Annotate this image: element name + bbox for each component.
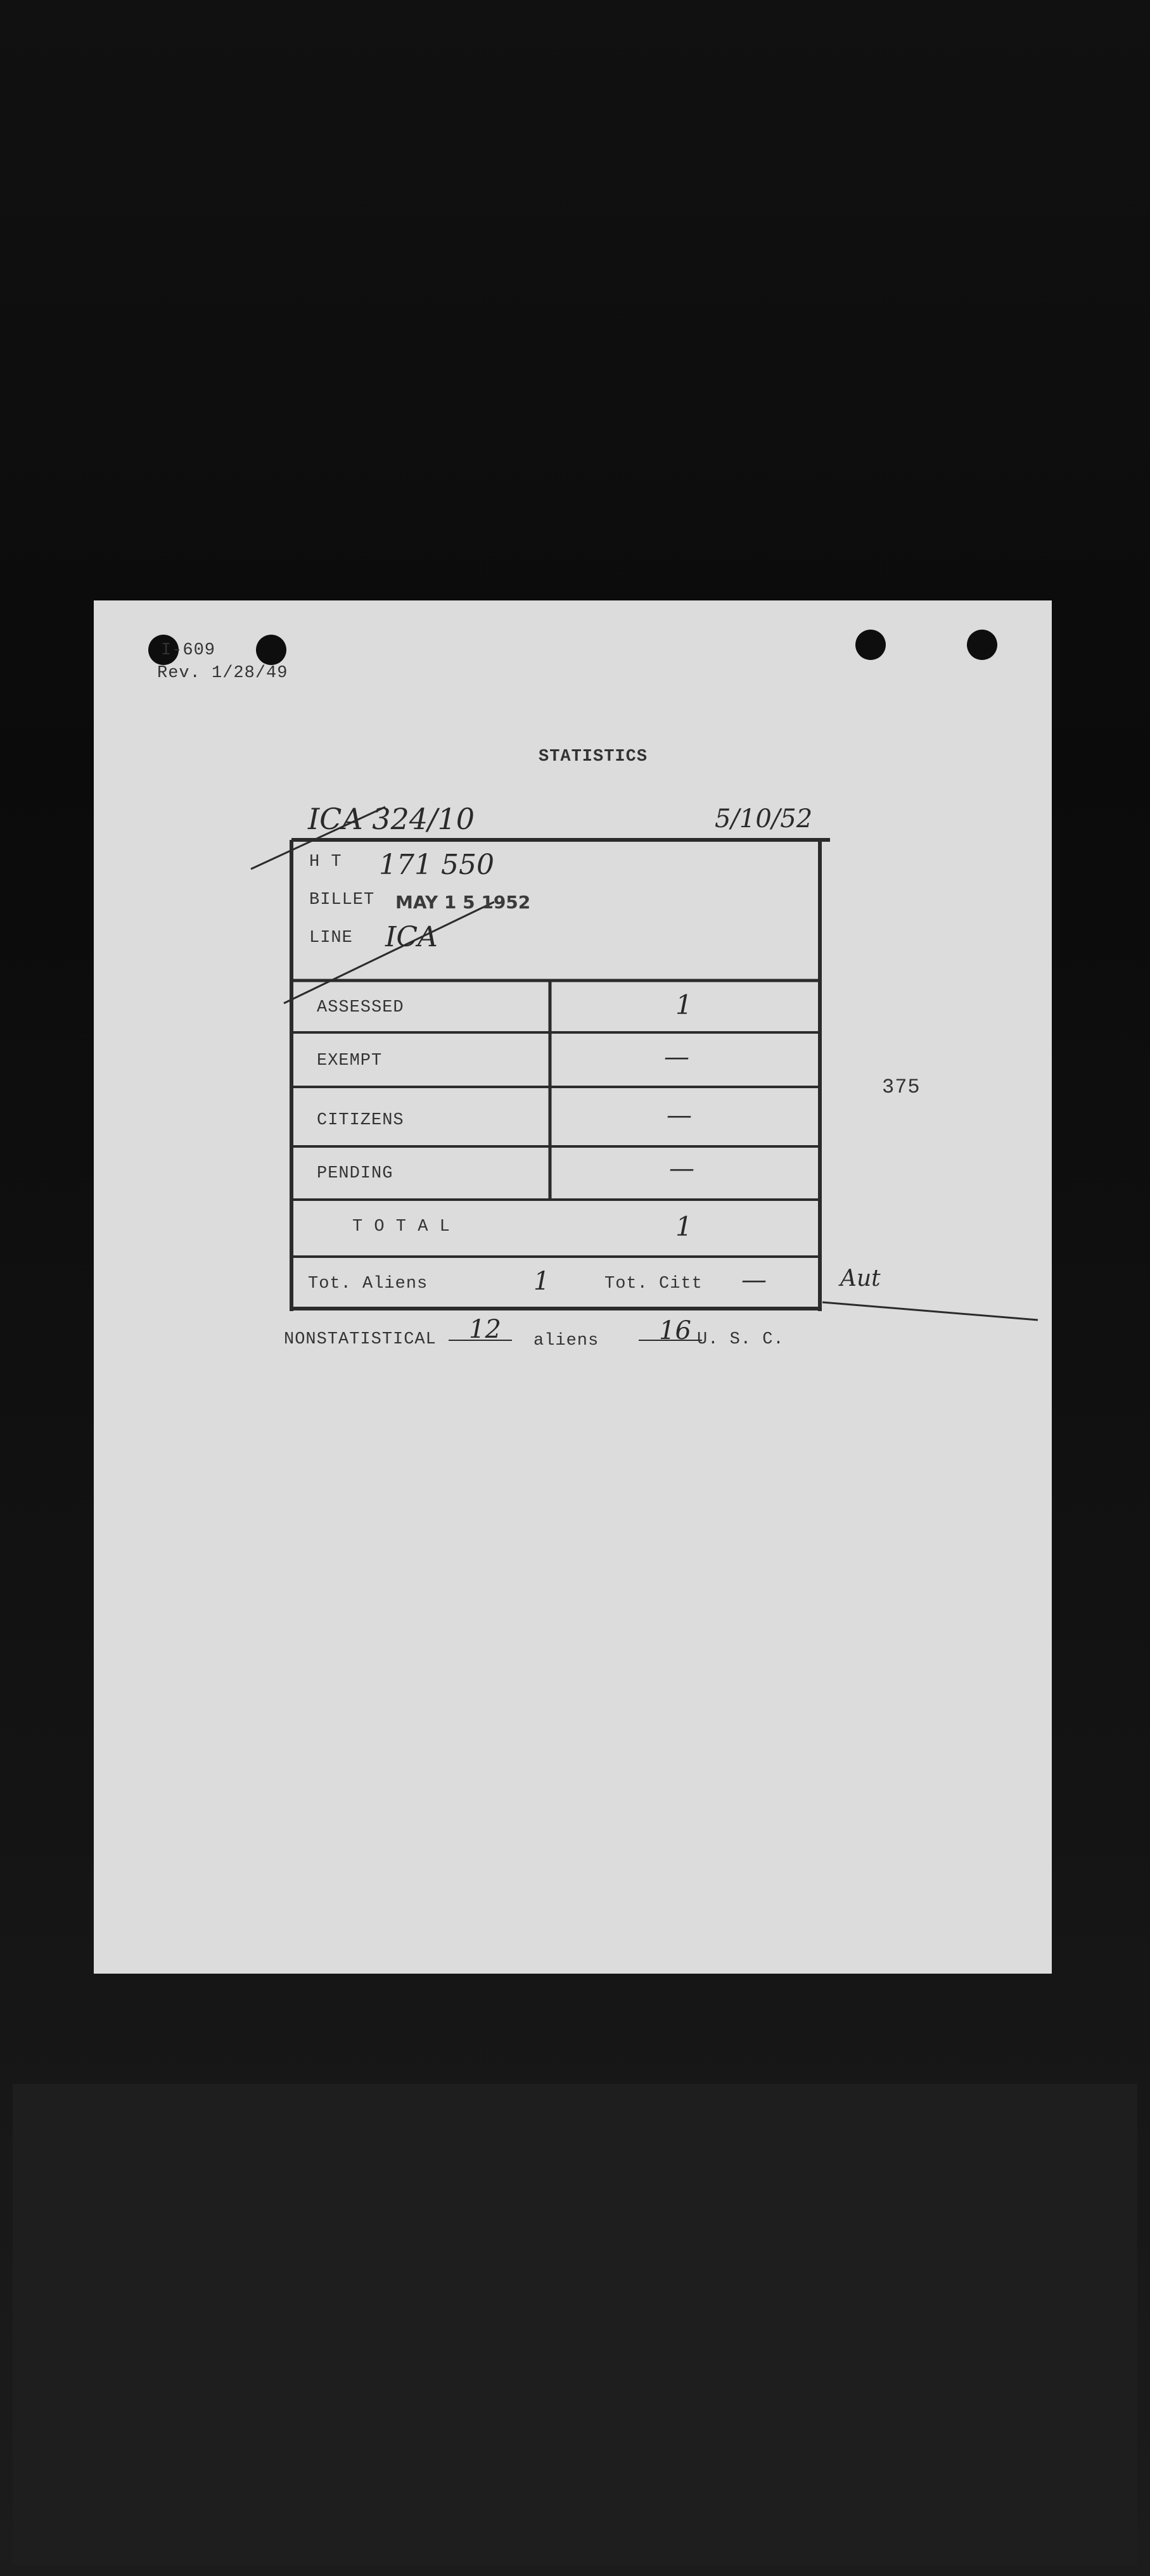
line-value: ICA	[385, 921, 438, 953]
tot-citizens-value: —	[741, 1266, 767, 1295]
row-value: —	[664, 1043, 689, 1072]
row-label: PENDING	[317, 1164, 393, 1183]
tot-aliens-value: 1	[533, 1267, 550, 1296]
line-label: LINE	[309, 929, 353, 948]
nonstatistical-aliens-count: 12	[469, 1315, 501, 1344]
row-value: 1	[675, 989, 693, 1020]
total-label: T O T A L	[352, 1217, 450, 1236]
row-label: ASSESSED	[317, 998, 404, 1017]
row-label: CITIZENS	[317, 1111, 404, 1130]
nonstatistical-aliens-label: aliens	[533, 1331, 599, 1350]
initials-signature: Aut	[840, 1266, 881, 1291]
form-revision: Rev. 1/28/49	[157, 664, 288, 683]
ht-value: 171 550	[379, 849, 494, 881]
nonstatistical-usc-label: U. S. C.	[697, 1330, 784, 1349]
row-value: —	[667, 1101, 692, 1130]
manifest-reference: ICA 324/10	[308, 802, 475, 836]
form-title: STATISTICS	[539, 747, 648, 766]
form-number: I-609	[161, 641, 216, 660]
total-value: 1	[675, 1211, 693, 1242]
form-grid	[94, 600, 1052, 1974]
row-label: EXEMPT	[317, 1051, 383, 1070]
tot-citizens-label: Tot. Citt	[604, 1274, 703, 1293]
document-page	[94, 600, 1052, 1974]
row-value: —	[669, 1154, 694, 1183]
microfilm-lower-band	[13, 2084, 1137, 2565]
side-number: 375	[882, 1075, 921, 1099]
date-stamp: MAY 1 5 1952	[395, 892, 531, 913]
handwritten-date: 5/10/52	[715, 804, 813, 834]
tot-aliens-label: Tot. Aliens	[308, 1274, 428, 1293]
billet-label: BILLET	[309, 891, 375, 910]
nonstatistical-label: NONSTATISTICAL	[284, 1330, 437, 1349]
ht-label: H T	[309, 853, 342, 872]
nonstatistical-usc-count: 16	[659, 1316, 691, 1345]
